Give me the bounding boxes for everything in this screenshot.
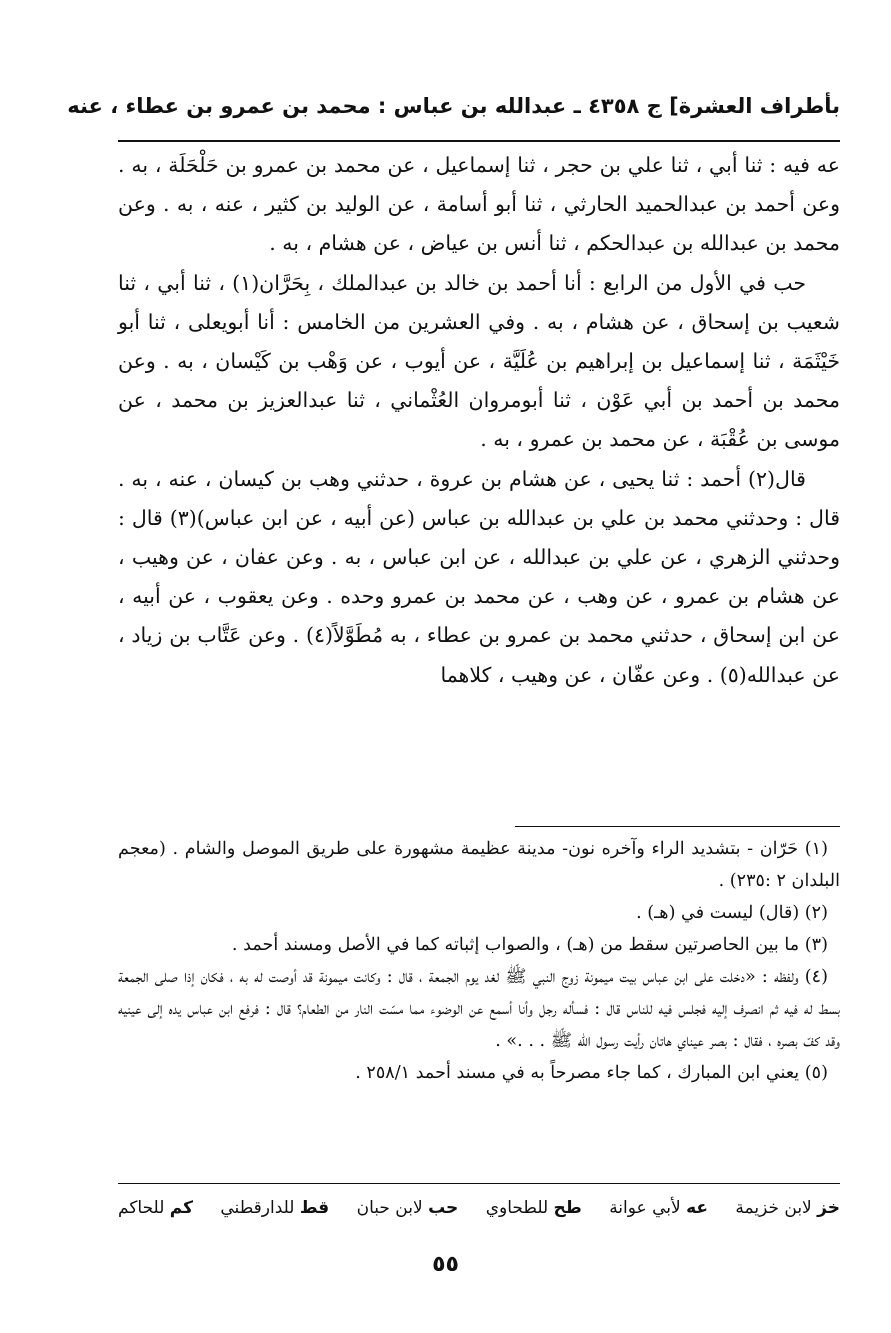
footnote-1: (١) حَرّان - بتشديد الراء وآخره نون- مدينة عظيمة مشهورة على طريق الموصل والشام . (معجم البلدان ٢ :٢٣٥) .: [118, 839, 840, 891]
running-header: [67, 84, 840, 128]
abbrev-item: حب لابن حبان: [356, 1198, 459, 1218]
paragraph-3: قال(٢) أحمد : ثنا يحيى ، عن هشام بن عروة ، حدثني وهب بن كيسان ، عنه ، به . قال : وحدثني محمد بن علي بن عبدالله بن عباس (عن أبيه ، عن ابن عباس)(٣) قال : وحدثني الزهري ، عن علي بن عبدالله ، عن ابن عباس ، به . وعن عفان ، عن وهيب ، عن هشام بن عمرو ، عن وهب ، عن محمد بن عمرو وحده . وعن يعقوب ، عن أبيه ، عن ابن إسحاق ، حدثني محمد بن عمرو بن عطاء ، به مُطَوَّلاً(٤) . وعن عَتَّاب بن زياد ، عن عبدالله(٥) . وعن عفّان ، عن وهيب ، كلاهما: [118, 466, 840, 687]
paragraph-2: حب في الأول من الرابع : أنا أحمد بن خالد بن عبدالملك ، بِحَرَّان(١) ، ثنا أبي ، ثنا شعيب بن إسحاق ، عن هشام ، به . وفي العشرين من الخامس : أنا أبويعلى ، ثنا أبو خَيْثَمَة ، ثنا إسماعيل بن إبراهيم بن عُلَيَّة ، عن أيوب ، عن وَهْب بن كَيْسان ، به . وعن محمد بن أحمد بن أبي عَوْن ، ثنا أبومروان العُثْماني ، ثنا عبدالعزيز بن محمد ، عن موسى بن عُقْبَة ، عن محمد بن عمرو ، به .: [118, 270, 840, 452]
header-volume: بأطراف العشرة] ج ٨: [626, 94, 840, 118]
footnotes: [118, 833, 840, 1089]
page-number: ٥٥: [432, 1252, 459, 1277]
abbreviation-legend: [118, 1198, 840, 1218]
footnote-4: (٤) ولفظه : «دخلت على ابن عباس بيت ميمونة زوج النبي ﷺ لغد يوم الجمعة ، قال : وكانت ميمونة قد أوصت له به ، فكان إذا صلى الجمعة بسط له فيه ثم انصرف إليه فجلس فيه للناس قال : فسأله رجل وأنا أسمع عن الوضوء مما مسّت النار من الطعام؟ قال : فرفع ابن عباس يده إلى عينيه وقد كفّ بصره ، فقال : بصر عيناي هاتان رأيت رسول الله ﷺ . . .» .: [118, 967, 840, 1051]
header-chapter: ٤٣٥ ـ عبدالله بن عباس : محمد بن عمرو بن عطاء ، عنه: [67, 94, 627, 118]
abbrev-item: عه لأبي عوانة: [609, 1198, 709, 1218]
footnote-2: (٢) (قال) ليست في (هـ) .: [636, 903, 828, 923]
abbrev-item: قط للدارقطني: [220, 1198, 330, 1218]
footnote-separator: [515, 826, 840, 827]
header-rule: [118, 140, 840, 142]
abbrev-item: خز لابن خزيمة: [735, 1198, 840, 1218]
footnote-5: (٥) يعني ابن المبارك ، كما جاء مصرحاً به في مسند أحمد ٢٥٨/١ .: [355, 1063, 828, 1083]
main-text: [118, 146, 840, 695]
legend-rule: [118, 1183, 840, 1184]
paragraph-1: عه فيه : ثنا أبي ، ثنا علي بن حجر ، ثنا إسماعيل ، عن محمد بن عمرو بن حَلْحَلَة ، به . وعن أحمد بن عبدالحميد الحارثي ، ثنا أبو أسامة ، عن الوليد بن كثير ، عنه ، به . وعن محمد بن عبدالله بن عبدالحكم ، ثنا أنس بن عياض ، عن هشام ، به .: [118, 153, 840, 256]
abbrev-item: طح للطحاوي: [485, 1198, 582, 1218]
abbrev-item: كم للحاكم: [118, 1198, 193, 1218]
footnote-3: (٣) ما بين الحاصرتين سقط من (هـ) ، والصواب إثباته كما في الأصل ومسند أحمد .: [231, 935, 828, 955]
